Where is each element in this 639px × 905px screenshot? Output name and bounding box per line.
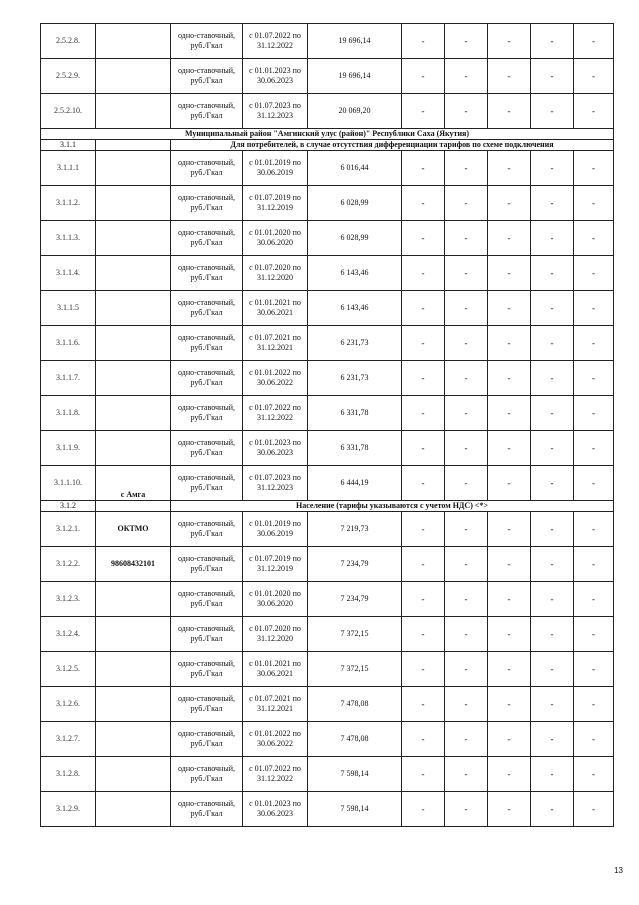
table-row — [41, 59, 614, 94]
rate-type: одно-ставочный, руб./Гкал — [171, 361, 243, 396]
empty-value-dash: - — [574, 326, 614, 361]
subsection-number: 3.1.2 — [41, 501, 96, 512]
empty-value-dash: - — [531, 186, 574, 221]
rate-type: одно-ставочный, руб./Гкал — [171, 291, 243, 326]
empty-value-dash: - — [402, 221, 445, 256]
table-row — [41, 291, 614, 326]
table-row — [41, 221, 614, 256]
rate-type: одно-ставочный, руб./Гкал — [171, 396, 243, 431]
section-header — [41, 129, 614, 151]
validity-period: с 01.01.2021 по 30.06.2021 — [243, 291, 308, 326]
empty-value-dash: - — [402, 186, 445, 221]
empty-value-dash: - — [445, 792, 488, 827]
validity-period: с 01.07.2020 по 31.12.2020 — [243, 617, 308, 652]
locality-cell — [96, 291, 171, 326]
empty-value-dash: - — [488, 722, 531, 757]
tariff-value: 6 028,99 — [308, 186, 402, 221]
row-number: 3.1.2.6. — [41, 687, 96, 722]
validity-period: с 01.07.2023 по 31.12.2023 — [243, 466, 308, 501]
empty-value-dash: - — [445, 547, 488, 582]
empty-value-dash: - — [574, 652, 614, 687]
empty-value-dash: - — [531, 221, 574, 256]
locality-cell — [96, 722, 171, 757]
locality-cell — [96, 466, 171, 501]
empty-value-dash: - — [445, 617, 488, 652]
tariff-value: 6 444,19 — [308, 466, 402, 501]
table-row — [41, 687, 614, 722]
empty-value-dash: - — [402, 361, 445, 396]
rate-type: одно-ставочный, руб./Гкал — [171, 547, 243, 582]
empty-value-dash: - — [488, 431, 531, 466]
row-number: 2.5.2.9. — [41, 59, 96, 94]
validity-period: с 01.01.2019 по 30.06.2019 — [243, 512, 308, 547]
empty-value-dash: - — [488, 792, 531, 827]
empty-value-dash: - — [531, 687, 574, 722]
rate-type: одно-ставочный, руб./Гкал — [171, 757, 243, 792]
empty-value-dash: - — [574, 582, 614, 617]
empty-value-dash: - — [402, 652, 445, 687]
empty-value-dash: - — [445, 652, 488, 687]
locality-cell — [96, 617, 171, 652]
rows-section-3-1-1 — [41, 151, 614, 501]
empty-value-dash: - — [402, 431, 445, 466]
empty-value-dash: - — [574, 361, 614, 396]
locality-cell — [96, 221, 171, 256]
rate-type: одно-ставочный, руб./Гкал — [171, 687, 243, 722]
rate-type: одно-ставочный, руб./Гкал — [171, 792, 243, 827]
validity-period: с 01.07.2022 по 31.12.2022 — [243, 396, 308, 431]
table-row — [41, 617, 614, 652]
locality-cell — [96, 256, 171, 291]
empty-value-dash: - — [531, 24, 574, 59]
empty-value-dash: - — [402, 326, 445, 361]
empty-value-dash: - — [574, 792, 614, 827]
validity-period: с 01.01.2020 по 30.06.2020 — [243, 221, 308, 256]
tariff-value: 6 231,73 — [308, 361, 402, 396]
empty-value-dash: - — [488, 396, 531, 431]
tariff-value: 7 598,14 — [308, 757, 402, 792]
table-row — [41, 326, 614, 361]
rate-type: одно-ставочный, руб./Гкал — [171, 652, 243, 687]
empty-value-dash: - — [531, 256, 574, 291]
empty-value-dash: - — [574, 687, 614, 722]
empty-value-dash: - — [488, 512, 531, 547]
empty-value-dash: - — [488, 221, 531, 256]
empty-value-dash: - — [531, 466, 574, 501]
row-number: 3.1.1.7. — [41, 361, 96, 396]
empty-value-dash: - — [488, 256, 531, 291]
empty-value-dash: - — [488, 94, 531, 129]
row-number: 3.1.2.3. — [41, 582, 96, 617]
locality-cell — [96, 396, 171, 431]
row-number: 3.1.1.5 — [41, 291, 96, 326]
rate-type: одно-ставочный, руб./Гкал — [171, 256, 243, 291]
oktmo-code: 98608432101 — [111, 559, 155, 568]
empty-value-dash: - — [531, 431, 574, 466]
tariff-value: 7 372,15 — [308, 652, 402, 687]
subsection-2-header — [41, 501, 614, 512]
empty-value-dash: - — [402, 687, 445, 722]
tariff-value: 6 143,46 — [308, 291, 402, 326]
empty-value-dash: - — [445, 396, 488, 431]
tariff-value: 6 016,44 — [308, 151, 402, 186]
empty-value-dash: - — [402, 617, 445, 652]
empty-value-dash: - — [574, 186, 614, 221]
empty-value-dash: - — [488, 291, 531, 326]
rate-type: одно-ставочный, руб./Гкал — [171, 186, 243, 221]
empty-value-dash: - — [445, 361, 488, 396]
validity-period: с 01.01.2023 по 30.06.2023 — [243, 431, 308, 466]
locality-cell — [96, 24, 171, 59]
empty-value-dash: - — [488, 24, 531, 59]
empty-value-dash: - — [574, 722, 614, 757]
empty-value-dash: - — [445, 186, 488, 221]
empty-value-dash: - — [531, 326, 574, 361]
empty-value-dash: - — [531, 94, 574, 129]
tariff-value: 6 231,73 — [308, 326, 402, 361]
empty-value-dash: - — [488, 617, 531, 652]
empty-value-dash: - — [531, 361, 574, 396]
table-row — [41, 757, 614, 792]
rate-type: одно-ставочный, руб./Гкал — [171, 617, 243, 652]
locality-cell — [96, 652, 171, 687]
validity-period: с 01.01.2022 по 30.06.2022 — [243, 361, 308, 396]
empty-value-dash: - — [402, 547, 445, 582]
tariff-value: 6 331,78 — [308, 431, 402, 466]
empty-value-dash: - — [445, 512, 488, 547]
row-number: 3.1.1.1 — [41, 151, 96, 186]
subsection-title: Для потребителей, в случае отсутствия дифференциации тарифов по схеме подключения — [171, 140, 614, 151]
empty-value-dash: - — [402, 256, 445, 291]
rate-type: одно-ставочный, руб./Гкал — [171, 59, 243, 94]
table-row — [41, 722, 614, 757]
row-number: 3.1.1.4. — [41, 256, 96, 291]
table-row — [41, 396, 614, 431]
rate-type: одно-ставочный, руб./Гкал — [171, 94, 243, 129]
empty-value-dash: - — [402, 151, 445, 186]
tariff-value: 20 069,20 — [308, 94, 402, 129]
section-title: Муниципальный район "Амгинский улус (район)" Республики Саха (Якутия) — [41, 129, 614, 140]
row-number: 3.1.1.3. — [41, 221, 96, 256]
tariff-value: 6 028,99 — [308, 221, 402, 256]
rows-section-3-1-2 — [41, 512, 614, 827]
tariff-value: 19 696,14 — [308, 24, 402, 59]
empty-value-dash: - — [531, 582, 574, 617]
empty-value-dash: - — [531, 59, 574, 94]
rate-type: одно-ставочный, руб./Гкал — [171, 24, 243, 59]
rate-type: одно-ставочный, руб./Гкал — [171, 151, 243, 186]
table-row — [41, 94, 614, 129]
validity-period: с 01.07.2019 по 31.12.2019 — [243, 547, 308, 582]
empty-value-dash: - — [488, 687, 531, 722]
empty-value-dash: - — [531, 722, 574, 757]
tariff-value: 7 234,79 — [308, 547, 402, 582]
empty-value-dash: - — [402, 582, 445, 617]
empty-value-dash: - — [445, 757, 488, 792]
validity-period: с 01.01.2019 по 30.06.2019 — [243, 151, 308, 186]
empty-value-dash: - — [445, 582, 488, 617]
empty-value-dash: - — [445, 466, 488, 501]
empty-value-dash: - — [531, 547, 574, 582]
validity-period: с 01.07.2019 по 31.12.2019 — [243, 186, 308, 221]
locality-cell — [96, 94, 171, 129]
table-row — [41, 256, 614, 291]
validity-period: с 01.01.2023 по 30.06.2023 — [243, 59, 308, 94]
rate-type: одно-ставочный, руб./Гкал — [171, 431, 243, 466]
locality-cell — [96, 582, 171, 617]
tariff-value: 7 478,08 — [308, 722, 402, 757]
table-row — [41, 466, 614, 501]
empty-value-dash: - — [531, 652, 574, 687]
empty-value-dash: - — [574, 512, 614, 547]
table-row — [41, 151, 614, 186]
rate-type: одно-ставочный, руб./Гкал — [171, 512, 243, 547]
table-row — [41, 652, 614, 687]
empty-value-dash: - — [531, 617, 574, 652]
locality-cell — [96, 59, 171, 94]
row-number: 3.1.1.6. — [41, 326, 96, 361]
empty-value-dash: - — [531, 757, 574, 792]
locality-cell — [96, 361, 171, 396]
empty-value-dash: - — [402, 512, 445, 547]
tariff-value: 7 234,79 — [308, 582, 402, 617]
row-number: 3.1.2.4. — [41, 617, 96, 652]
validity-period: с 01.01.2023 по 30.06.2023 — [243, 792, 308, 827]
empty-value-dash: - — [445, 221, 488, 256]
empty-value-dash: - — [574, 757, 614, 792]
locality-cell — [96, 792, 171, 827]
locality-cell — [96, 151, 171, 186]
rate-type: одно-ставочный, руб./Гкал — [171, 221, 243, 256]
empty-value-dash: - — [488, 186, 531, 221]
empty-value-dash: - — [402, 757, 445, 792]
validity-period: с 01.01.2020 по 30.06.2020 — [243, 582, 308, 617]
table-row — [41, 582, 614, 617]
empty-value-dash: - — [574, 396, 614, 431]
empty-value-dash: - — [574, 617, 614, 652]
empty-value-dash: - — [574, 466, 614, 501]
empty-value-dash: - — [488, 757, 531, 792]
locality-cell — [96, 547, 171, 582]
empty-value-dash: - — [445, 24, 488, 59]
validity-period: с 01.01.2022 по 30.06.2022 — [243, 722, 308, 757]
locality-cell — [96, 687, 171, 722]
table-row — [41, 361, 614, 396]
empty-value-dash: - — [574, 291, 614, 326]
locality-name: с Амга — [120, 490, 146, 499]
empty-value-dash: - — [402, 792, 445, 827]
validity-period: с 01.07.2020 по 31.12.2020 — [243, 256, 308, 291]
row-number: 3.1.2.5. — [41, 652, 96, 687]
locality-cell — [96, 757, 171, 792]
rate-type: одно-ставочный, руб./Гкал — [171, 722, 243, 757]
empty-value-dash: - — [402, 466, 445, 501]
empty-value-dash: - — [402, 94, 445, 129]
empty-value-dash: - — [488, 361, 531, 396]
empty-value-dash: - — [402, 59, 445, 94]
table-row — [41, 24, 614, 59]
empty-value-dash: - — [402, 722, 445, 757]
empty-value-dash: - — [445, 291, 488, 326]
rate-type: одно-ставочный, руб./Гкал — [171, 582, 243, 617]
empty-value-dash: - — [445, 326, 488, 361]
row-number: 3.1.1.2. — [41, 186, 96, 221]
tariff-value: 19 696,14 — [308, 59, 402, 94]
empty-value-dash: - — [531, 151, 574, 186]
empty-value-dash: - — [445, 687, 488, 722]
validity-period: с 01.07.2022 по 31.12.2022 — [243, 24, 308, 59]
tariff-value: 7 478,08 — [308, 687, 402, 722]
row-number: 3.1.2.8. — [41, 757, 96, 792]
empty-value-dash: - — [531, 512, 574, 547]
row-number: 3.1.2.9. — [41, 792, 96, 827]
empty-value-dash: - — [402, 291, 445, 326]
locality-cell — [96, 431, 171, 466]
table-row — [41, 547, 614, 582]
empty-value-dash: - — [574, 94, 614, 129]
empty-value-dash: - — [531, 396, 574, 431]
row-number: 3.1.2.1. — [41, 512, 96, 547]
empty-value-dash: - — [445, 94, 488, 129]
validity-period: с 01.01.2021 по 30.06.2021 — [243, 652, 308, 687]
validity-period: с 01.07.2021 по 31.12.2021 — [243, 687, 308, 722]
table-row — [41, 792, 614, 827]
empty-value-dash: - — [488, 582, 531, 617]
row-number: 2.5.2.8. — [41, 24, 96, 59]
validity-period: с 01.07.2022 по 31.12.2022 — [243, 757, 308, 792]
empty-value-dash: - — [574, 431, 614, 466]
empty-value-dash: - — [402, 396, 445, 431]
locality-cell — [96, 512, 171, 547]
row-number: 3.1.2.2. — [41, 547, 96, 582]
empty-value-dash: - — [531, 291, 574, 326]
validity-period: с 01.07.2021 по 31.12.2021 — [243, 326, 308, 361]
empty-value-dash: - — [574, 256, 614, 291]
validity-period: с 01.07.2023 по 31.12.2023 — [243, 94, 308, 129]
rate-type: одно-ставочный, руб./Гкал — [171, 466, 243, 501]
rows-section-2-5-2 — [41, 24, 614, 129]
empty-value-dash: - — [574, 59, 614, 94]
row-number: 3.1.1.9. — [41, 431, 96, 466]
table-row — [41, 186, 614, 221]
empty-value-dash: - — [445, 431, 488, 466]
empty-value-dash: - — [574, 547, 614, 582]
empty-value-dash: - — [488, 326, 531, 361]
locality-cell — [96, 326, 171, 361]
locality-cell — [96, 186, 171, 221]
tariff-value: 7 372,15 — [308, 617, 402, 652]
tariff-value: 6 331,78 — [308, 396, 402, 431]
subsection-title: Население (тарифы указываются с учетом НДС) <*> — [171, 501, 614, 512]
row-number: 3.1.1.10. — [41, 466, 96, 501]
empty-value-dash: - — [574, 151, 614, 186]
subsection-number: 3.1.1 — [41, 140, 96, 151]
empty-value-dash: - — [402, 24, 445, 59]
empty-value-dash: - — [574, 24, 614, 59]
empty-value-dash: - — [445, 59, 488, 94]
tariff-table — [40, 23, 614, 827]
empty-value-dash: - — [488, 547, 531, 582]
tariff-value: 7 598,14 — [308, 792, 402, 827]
empty-value-dash: - — [445, 256, 488, 291]
rate-type: одно-ставочный, руб./Гкал — [171, 326, 243, 361]
tariff-value: 7 219,73 — [308, 512, 402, 547]
row-number: 3.1.1.8. — [41, 396, 96, 431]
table-row — [41, 512, 614, 547]
empty-value-dash: - — [488, 59, 531, 94]
oktmo-label: ОКТМО — [117, 524, 149, 533]
empty-value-dash: - — [488, 151, 531, 186]
table-row — [41, 431, 614, 466]
empty-value-dash: - — [488, 466, 531, 501]
tariff-value: 6 143,46 — [308, 256, 402, 291]
row-number: 3.1.2.7. — [41, 722, 96, 757]
page-number: 13 — [614, 866, 623, 875]
empty-value-dash: - — [574, 221, 614, 256]
empty-value-dash: - — [488, 652, 531, 687]
empty-value-dash: - — [445, 151, 488, 186]
empty-value-dash: - — [445, 722, 488, 757]
row-number: 2.5.2.10. — [41, 94, 96, 129]
empty-value-dash: - — [531, 792, 574, 827]
